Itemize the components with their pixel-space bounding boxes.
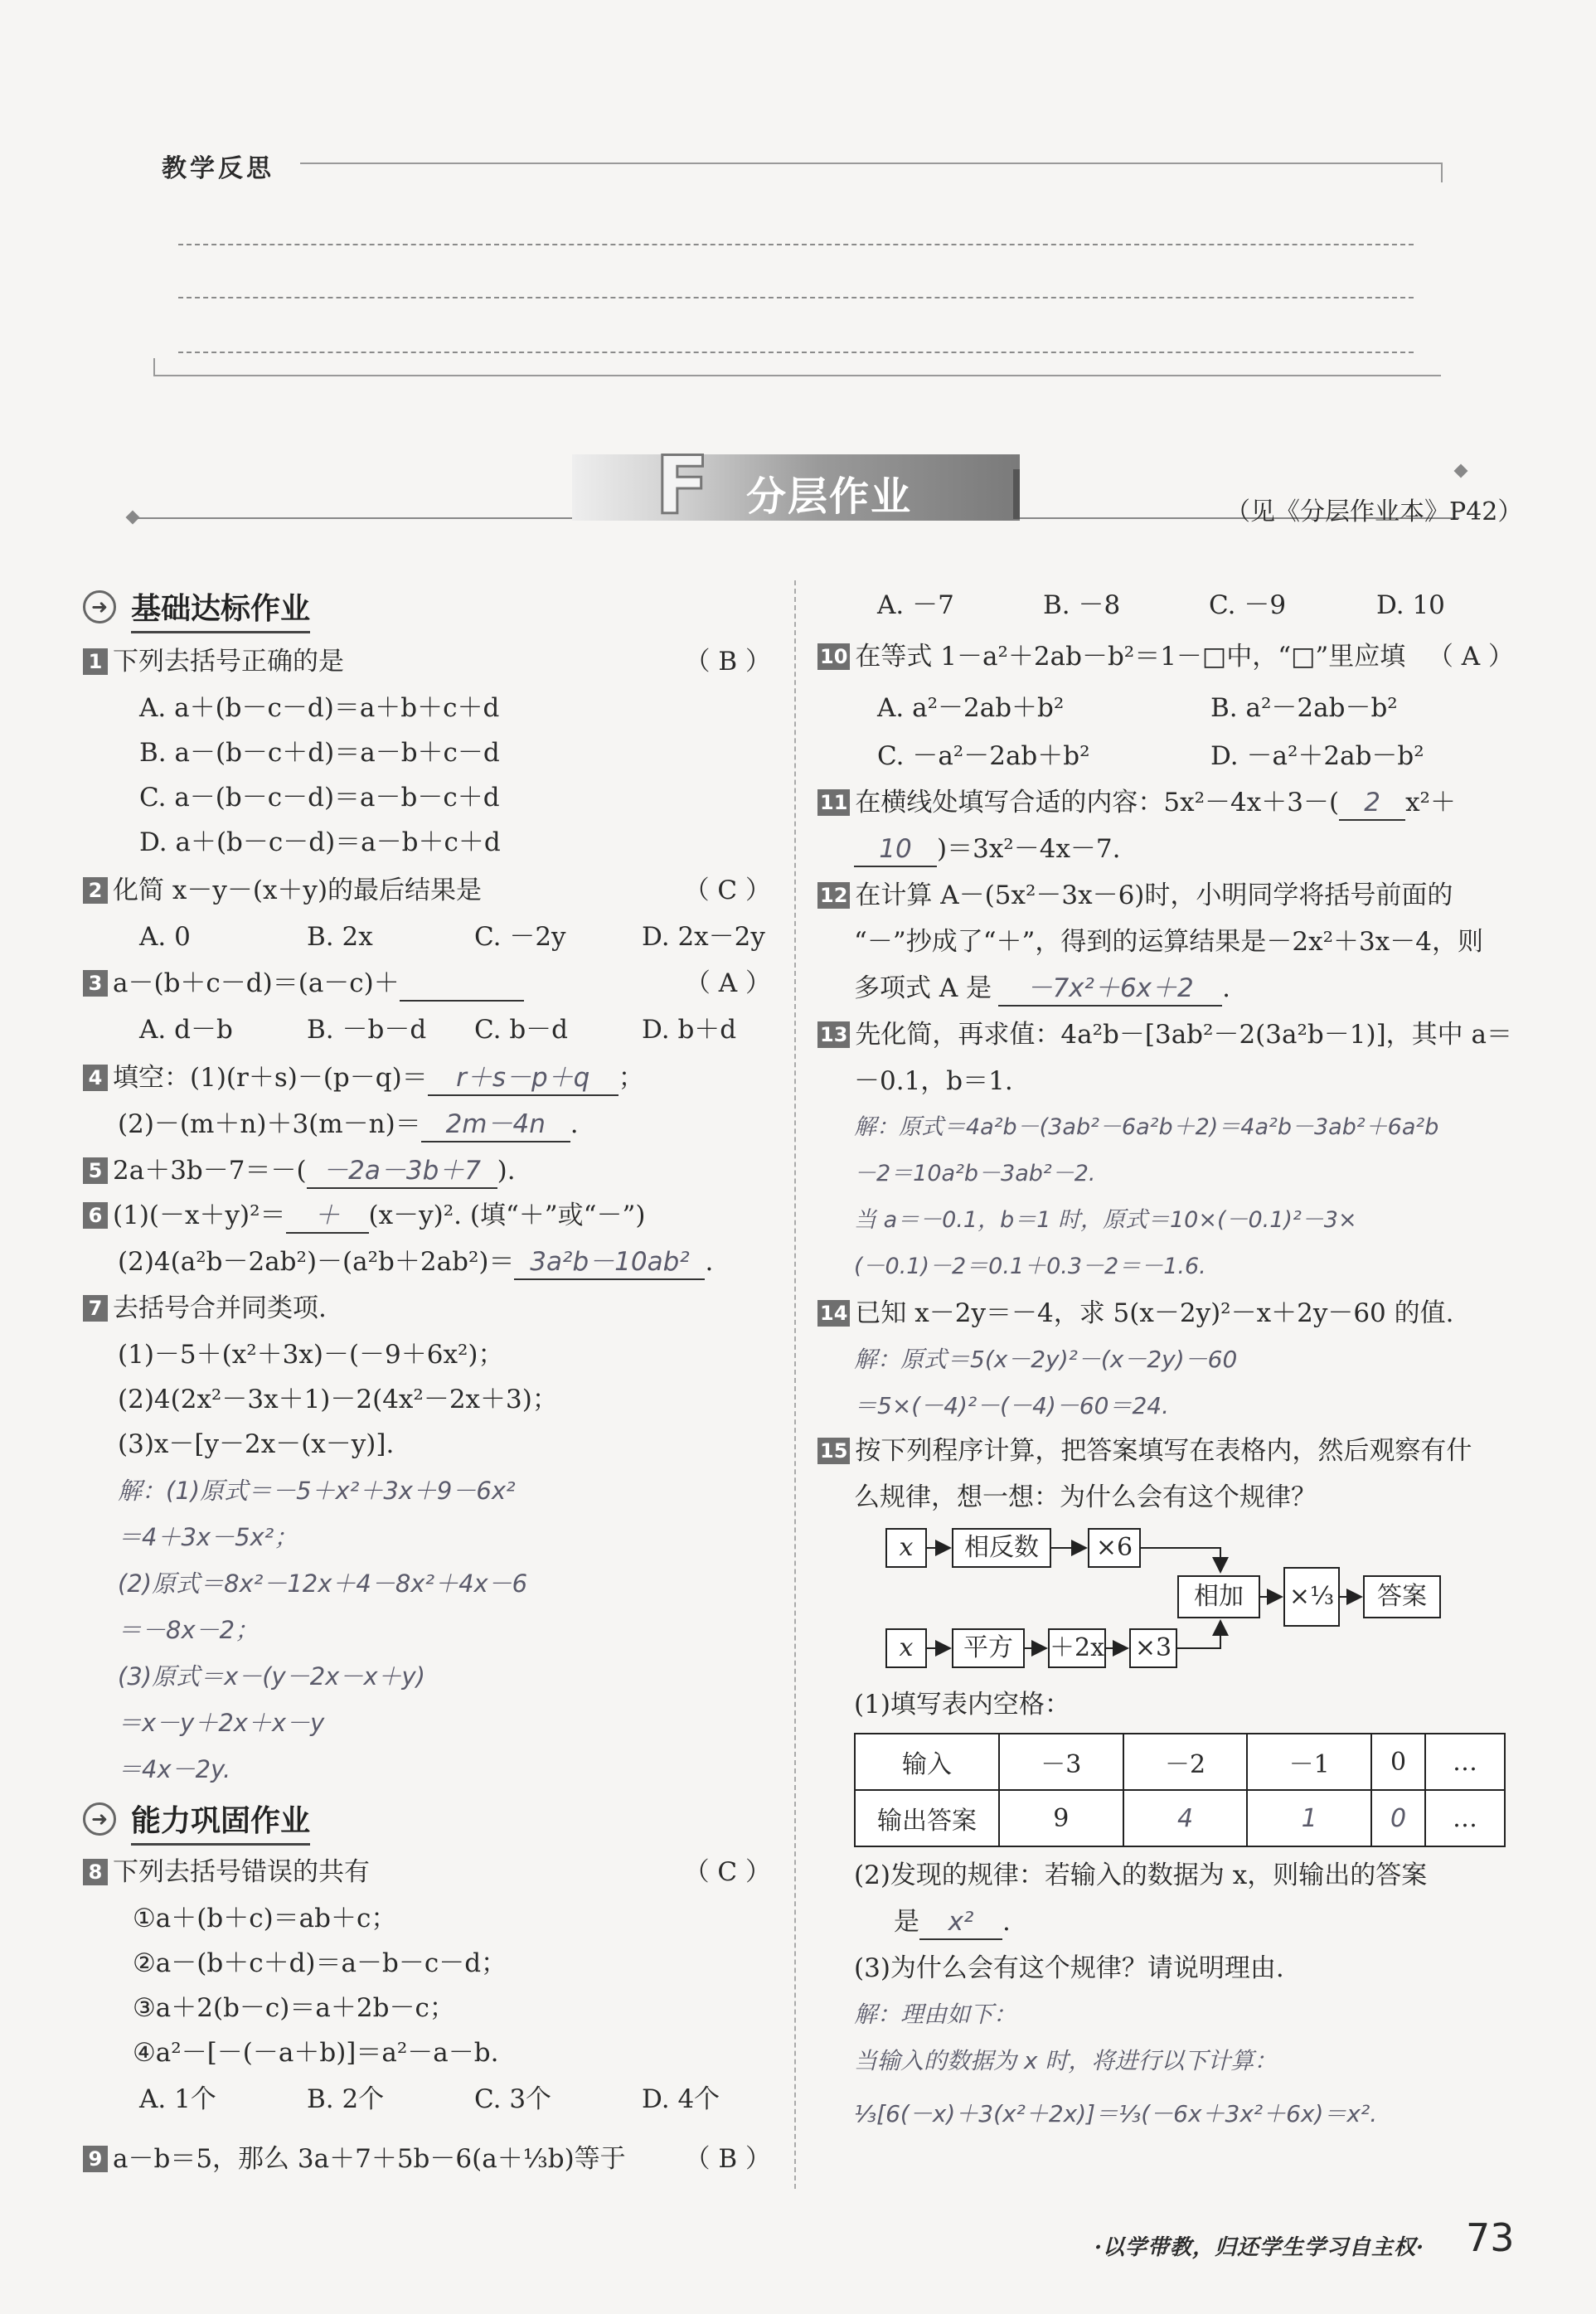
table-cell: … [1425,1790,1505,1846]
table-row [855,1734,1505,1790]
option: B. 2x [307,922,373,952]
flow-times-six: ×6 [1088,1528,1141,1568]
page-number: 73 [1466,2215,1515,2260]
solution-line: 当输入的数据为 x 时，将进行以下计算： [854,2047,1278,2074]
table-cell: －3 [999,1734,1123,1790]
option: B. 2个 [307,2084,385,2114]
solution-line: ＝5×(－4)²－(－4)－60＝24. [854,1392,1169,1419]
solution-line: (3)原式＝x－(y－2x－x＋y) [118,1662,425,1691]
section-title-basic: 基础达标作业 [131,585,310,633]
footer-slogan: ·以学带教，归还学生学习自主权· [1094,2235,1425,2260]
question-number: 12 [817,882,850,909]
punctuation: . [570,1109,579,1139]
table-row [855,1790,1505,1846]
subquestion: (2)发现的规律：若输入的数据为 x，则输出的答案 [854,1860,1428,1890]
question-number: 8 [83,1859,108,1885]
table-cell hw: 0 [1371,1790,1425,1846]
solution-line: 解：原式＝5(x－2y)²－(x－2y)－60 [854,1346,1238,1373]
answer-fill: 2 [1339,786,1405,821]
table-cell: －2 [1123,1734,1248,1790]
table-header: 输出答案 [855,1790,999,1846]
option: A. d－b [139,1015,233,1045]
answer-fill: r＋s－p＋q [428,1061,619,1096]
answer-choice: （ A ） [1427,642,1514,672]
subquestion-cont [894,1905,1011,1940]
option: D. 4个 [642,2084,720,2114]
option: D. －a²＋2ab－b² [1210,741,1424,771]
question-number: 6 [83,1202,108,1229]
option: B. a²－2ab－b² [1210,693,1398,723]
option: C. －9 [1209,590,1287,620]
question-number: 10 [817,643,850,670]
question-text: (2)4(a²b－2ab²)－(a²b＋2ab²)＝ [118,1247,515,1277]
question-text: 在等式 1－a²＋2ab－b²＝1－□中，“□”里应填 [855,642,1406,672]
question-text: 在横线处填写合适的内容：5x²－4x＋3－( [855,788,1340,817]
solution-line: 解：(1)原式＝－5＋x²＋3x＋9－6x² [118,1477,516,1505]
question-text: a－b＝5，那么 3a＋7＋5b－6(a＋⅓b)等于 [113,2144,626,2174]
solution-line: 解：原式＝4a²b－(3ab²－6a²b＋2)＝4a²b－3ab²＋6a²b [854,1114,1439,1140]
question-number: 1 [83,648,108,675]
section-icon-basic: ➜ [83,590,116,623]
question-number: 15 [817,1438,850,1464]
question-number: 4 [83,1065,108,1091]
punctuation: ). [497,1156,516,1186]
question-number: 13 [817,1021,850,1048]
solution-line: －2＝10a²b－3ab²－2. [854,1161,1096,1186]
answer-fill: 2m－4n [421,1108,570,1142]
option: B. －b－d [307,1015,427,1045]
answer-fill: 3a²b－10ab² [514,1245,705,1280]
answer-choice: （ A ） [684,968,771,998]
question-number: 7 [83,1295,108,1322]
statement: ④a²－[－(－a＋b)]＝a²－a－b. [133,2038,499,2068]
question-number: 5 [83,1157,108,1184]
answer-fill: x² [919,1905,1002,1940]
table-cell: … [1425,1734,1505,1790]
question-text: (1)(－x＋y)²＝ [113,1201,286,1230]
subquestion: (3)x－[y－2x－(x－y)]. [118,1429,395,1459]
banner-title: 分层作业 [746,473,913,520]
option: C. b－d [474,1015,569,1045]
option: B. －8 [1043,590,1121,620]
question-text: 下列去括号错误的共有 [113,1857,370,1887]
flow-square: 平方 [952,1628,1025,1668]
statement: ③a＋2(b－c)＝a＋2b－c； [133,1993,455,2023]
option: D. 2x－2y [642,922,765,952]
subquestion: (1)填写表内空格： [854,1690,1070,1720]
question-text: 多项式 A 是 [854,973,992,1003]
question-number: 2 [83,877,108,904]
flow-negate: 相反数 [952,1528,1051,1568]
question-text: 已知 x－2y＝－4，求 5(x－2y)²－x＋2y－60 的值. [855,1298,1454,1328]
flow-input-x-2: x [885,1628,927,1668]
question-text: 下列去括号正确的是 [113,647,344,677]
question-text: 2a＋3b－7＝－( [113,1156,307,1186]
option: A. 0 [139,922,191,952]
solution-line: ⅓[6(－x)＋3(x²＋2x)]＝⅓(－6x＋3x²＋6x)＝x². [854,2100,1378,2127]
answer-fill: －7x²＋6x＋2 [998,972,1222,1007]
question-text: )＝3x²－4x－7. [937,834,1121,864]
flow-result: 答案 [1363,1575,1441,1618]
statement: ①a＋(b＋c)＝ab＋c； [133,1904,397,1933]
option: C. －a²－2ab＋b² [877,741,1090,771]
reflection-title: 教学反思 [162,154,274,183]
flow-plus-2x: ＋2x [1048,1628,1106,1668]
table-header: 输入 [855,1734,999,1790]
option: D. b＋d [642,1015,737,1045]
option: C. 3个 [474,2084,552,2114]
flow-times-three: ×3 [1129,1628,1177,1668]
subquestion: (3)为什么会有这个规律？请说明理由. [854,1953,1284,1983]
subquestion: (1)－5＋(x²＋3x)－(－9＋6x²)； [118,1340,504,1370]
banner-reference: （见《分层作业本》P42） [1225,497,1523,526]
answer-fill: ＋ [286,1199,369,1234]
table-cell: 0 [1371,1734,1425,1790]
question-text: 么规律，想一想：为什么会有这个规律？ [854,1482,1317,1512]
punctuation: . [1002,1907,1011,1937]
question-text: “－”抄成了“＋”，得到的运算结果是－2x²＋3x－4，则 [854,927,1483,957]
solution-line: ＝4＋3x－5x²； [118,1523,298,1551]
table-cell hw: 1 [1247,1790,1371,1846]
question-text: (x－y)². (填“＋”或“－”) [368,1201,646,1230]
table-cell hw: 4 [1123,1790,1248,1846]
question-text: －0.1，b＝1. [854,1066,1013,1096]
flow-add: 相加 [1177,1575,1260,1618]
option: D. 10 [1376,590,1445,620]
question-text: 去括号合并同类项. [113,1293,327,1323]
question-text: 按下列程序计算，把答案填写在表格内，然后观察有什 [855,1436,1472,1466]
question-number: 3 [83,970,108,997]
solution-line: 解：理由如下： [854,2001,1017,2028]
question-text: 化简 x－y－(x＋y)的最后结果是 [113,876,483,905]
punctuation: . [705,1247,714,1277]
answer-fill: 10 [854,832,937,867]
question-number: 9 [83,2146,108,2172]
question-text: 是 [894,1907,919,1937]
option: C. －2y [474,922,566,952]
solution-line: ＝x－y＋2x＋x－y [118,1709,325,1737]
question-text: 先化简，再求值：4a²b－[3ab²－2(3a²b－1)]，其中 a＝ [855,1020,1512,1050]
table-cell: 9 [999,1790,1123,1846]
solution-line: (2)原式＝8x²－12x＋4－8x²＋4x－6 [118,1569,528,1598]
option: D. a＋(b－c－d)＝a－b＋c＋d [139,827,501,857]
section-icon-ability: ➜ [83,1802,116,1836]
subquestion: (2)4(2x²－3x＋1)－2(4x²－2x＋3)； [118,1385,558,1414]
question-text: (2)－(m＋n)＋3(m－n)＝ [118,1109,421,1139]
option: C. a－(b－c－d)＝a－b－c＋d [139,783,500,813]
answer-table [854,1733,1506,1847]
punctuation: . [1222,973,1230,1003]
question-text: 填空：(1)(r＋s)－(p－q)＝ [113,1063,428,1093]
question-text: a－(b＋c－d)＝(a－c)＋ [113,968,400,998]
option: A. 1个 [139,2084,216,2114]
question-number: 14 [817,1300,850,1327]
option: A. a＋(b－c－d)＝a＋b＋c＋d [139,693,500,723]
answer-choice: （ C ） [683,876,771,905]
option: A. a²－2ab＋b² [877,693,1065,723]
flow-times-third: ×⅓ [1283,1567,1340,1627]
answer-choice: （ B ） [684,647,771,677]
section-title-ability: 能力巩固作业 [131,1797,310,1846]
question-number: 11 [817,789,850,816]
statement: ②a－(b＋c＋d)＝a－b－c－d； [133,1948,507,1978]
option: B. a－(b－c＋d)＝a－b＋c－d [139,738,500,768]
solution-line: ＝4x－2y. [118,1755,231,1783]
banner-logo: F [655,439,710,532]
answer-choice: （ B ） [684,2144,771,2174]
answer-fill: －2a－3b＋7 [307,1154,497,1189]
solution-line: 当 a＝－0.1，b＝1 时，原式＝10×(－0.1)²－3× [854,1207,1357,1233]
answer-choice: （ C ） [683,1857,771,1887]
question-text: 在计算 A－(5x²－3x－6)时，小明同学将括号前面的 [855,880,1453,910]
option: A. －7 [877,590,954,620]
solution-line: ＝－8x－2； [118,1616,260,1644]
flow-input-x: x [885,1528,927,1568]
question-text: x²＋ [1405,788,1456,817]
table-cell: －1 [1247,1734,1371,1790]
punctuation: ； [618,1063,644,1093]
solution-line: (－0.1)－2＝0.1＋0.3－2＝－1.6. [854,1254,1206,1279]
